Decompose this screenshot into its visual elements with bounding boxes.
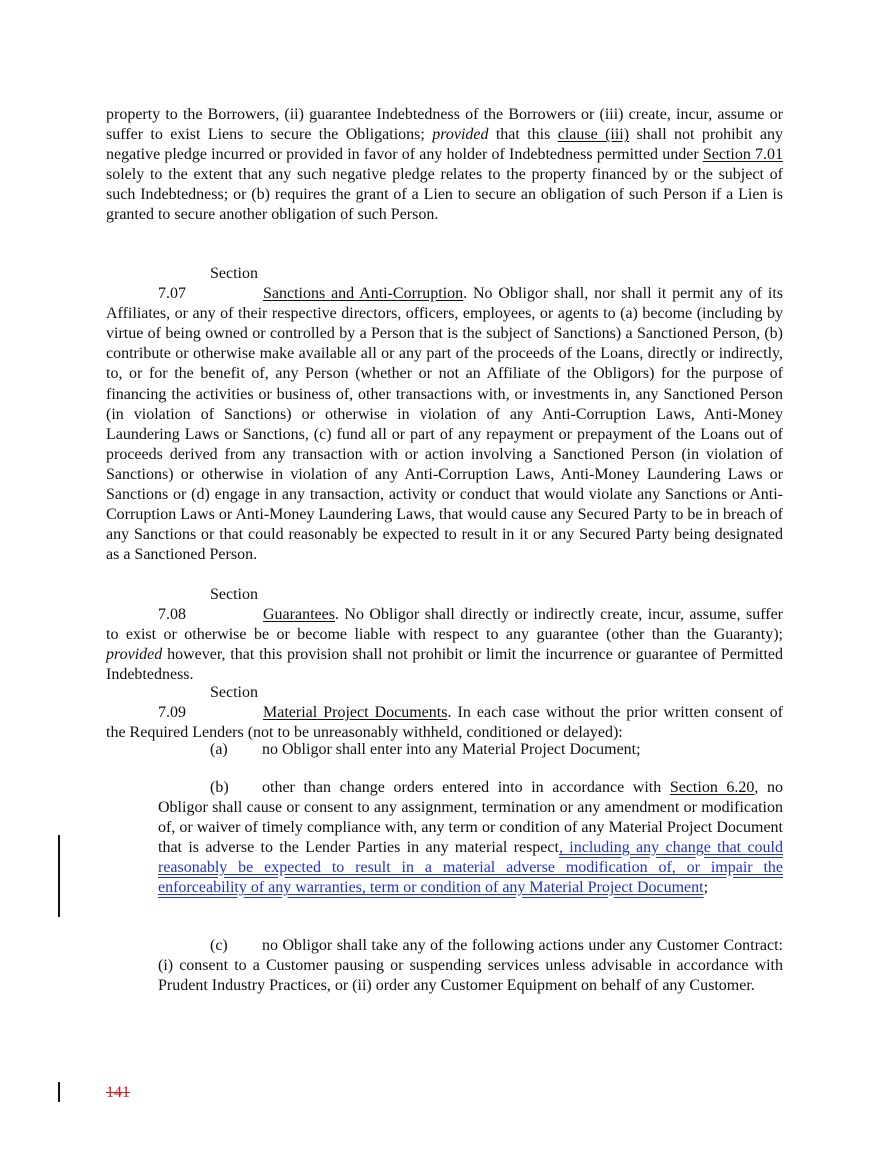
list-item-a [158, 740, 783, 760]
section-number: Section 7.08 [158, 586, 258, 624]
section-number: Section 7.07 [158, 265, 258, 303]
item-text: other than change orders entered into in accordance with [262, 779, 670, 796]
item-text: , no Obligor shall cause or consent to any assignment, termination or any amendment or modification of, or waiver of timely compliance with, any term or condition of any Material Project Document that is adverse to the Lender Parties in any material respect [158, 779, 784, 857]
section-7-01-reference: Section 7.01 [702, 146, 783, 164]
section-heading: Material Project Documents [263, 704, 448, 722]
change-bar [58, 835, 60, 917]
section-7-09-paragraph [106, 683, 783, 743]
section-heading: Guarantees [263, 606, 335, 624]
text-segment: property to the Borrowers, (ii) guarantee Indebtedness of the Borrowers or (iii) create, incur, assume or suffer to exist Liens to secure the Obligations; [106, 106, 783, 144]
item-label: (c) [210, 937, 228, 954]
text-segment: solely to the extent that any such negative pledge relates to the property financed by or the subject of such Indebtedness; or (b) requires the grant of a Lien to secure an obligation of such Person if a Lien is granted to secure another obligation of such Person. [106, 166, 783, 224]
section-body: . No Obligor shall, nor shall it permit any of its Affiliates, or any of their respective directors, officers, employees, or agents to (a) become (including by virtue of being owned or controlled by a Person that is the subject of Sanctions) a Sanctioned Person, (b) contribute or otherwise make available all or any part of the proceeds of the Loans, directly or indirectly, to, or for the benefit of, any Person (whether or not an Affiliate of the Obligors) for the purpose of financing the activities or business of, other transactions with, or investments in, any Sanctioned Person (in violation of Sanctions) or otherwise in violation of any Anti-Corruption Laws, Anti-Money Laundering Laws or Sanctions, (c) fund all or part of any repayment or prepayment of the Loans out of proceeds derived from any transaction with or action involving a Sanctioned Person (in violation of Sanctions) or otherwise in violation of any Anti-Corruption Laws, Anti-Money Laundering Laws or Sanctions or (d) engage in any transaction, activity or conduct that would violate any Sanctions or Anti-Corruption Laws or Anti-Money Laundering Laws, that would cause any Secured Party to be in breach of any Sanctions or that could reasonably be expected to result in it or any Secured Party being designated as a Sanctioned Person. [106, 285, 783, 564]
item-text: no Obligor shall take any of the following actions under any Customer Contract: (i) consent to a Customer pausing or suspending services unless advisable in accordance with Prudent Industry Practices, or (ii) order any Customer Equipment on behalf of any Customer. [158, 937, 783, 995]
provided-italic: provided [432, 126, 489, 144]
page-number-deleted: 141 [106, 1084, 130, 1101]
change-bar [58, 1082, 60, 1102]
item-text: no Obligor shall enter into any Material Project Document; [262, 741, 641, 758]
section-number: Section 7.09 [158, 684, 258, 722]
section-7-07-paragraph [106, 264, 783, 565]
provided-italic: provided [106, 646, 163, 664]
paragraph-negative-pledge-continued [106, 105, 783, 226]
text-segment: shall not prohibit any negative pledge incurred or provided in favor of any holder of Indebtedness permitted under [106, 126, 783, 164]
section-body: . No Obligor shall directly or indirectly create, incur, assume, suffer to exist or otherwise be or become liable with respect to any guarantee (other than the Guaranty); [106, 606, 783, 644]
clause-iii-reference: clause (iii) [557, 126, 630, 144]
section-body: . In each case without the prior written consent of the Required Lenders (not to be unreasonably withheld, conditioned or delayed): [106, 704, 784, 742]
tracked-insertion: , including any change that could reasonably be expected to result in a material adverse modification of, or impair the enforceability of any warranties, term or condition of any Material Project Document [158, 839, 783, 897]
section-heading: Sanctions and Anti-Corruption [263, 285, 464, 303]
item-text: ; [703, 879, 709, 897]
section-7-08-paragraph [106, 585, 783, 685]
item-label: (a) [210, 741, 228, 758]
list-item-c [158, 936, 783, 996]
section-6-20-reference: Section 6.20 [669, 779, 755, 796]
text-segment: that this [488, 126, 558, 144]
item-label: (b) [210, 779, 229, 796]
list-item-b [158, 778, 783, 899]
section-body: however, that this provision shall not prohibit or limit the incurrence or guarantee of Permitted Indebtedness. [106, 646, 783, 684]
